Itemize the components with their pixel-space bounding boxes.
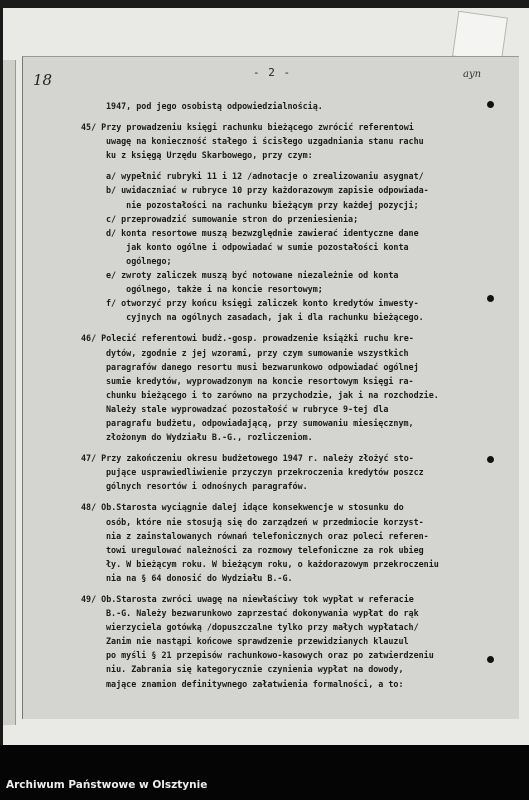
document-line: paragrafu budżetu, odpowiadającą, przy sumowaniu miesięcznym, (106, 417, 414, 428)
document-line: jak konto ogólne i odpowiadać w sumie pozostałości konta (106, 241, 409, 252)
document-line: d/ konta resortowe muszą bezwzględnie zawierać identyczne dane (106, 227, 419, 238)
document-line: 49/ Ob.Starosta zwróci uwagę na niewłaściwy tok wypłat w referacie (81, 594, 414, 604)
document-line: ogólnego; (106, 255, 172, 266)
archive-label: Archiwum Państwowe w Olsztynie (6, 779, 208, 791)
document-line: pujące usprawiedliwienie przyczyn przekroczenia kredytów poszcz (106, 467, 424, 478)
document-line: nie pozostałości na rachunku bieżącym przy każdej pozycji; (106, 199, 419, 210)
document-line: po myśli § 21 przepisów rachunkowo-kasowych oraz po zatwierdzeniu (106, 650, 434, 661)
punch-hole-icon (487, 656, 494, 663)
binding-edge (3, 60, 16, 725)
document-line: osób, które nie stosują się do zarządzeń w przedmiocie korzyst- (106, 516, 424, 527)
document-line: nia na § 64 donosić do Wydziału B.-G. (106, 572, 293, 583)
document-line: sumie kredytów, wyprowadzonym na koncie resortowym księgi ra- (106, 375, 414, 386)
document-line: 48/ Ob.Starosta wyciągnie dalej idące konsekwencje w stosunku do (81, 502, 404, 513)
document-line: Zanim nie nastąpi końcowe sprawdzenie przewidzianych klauzul (106, 636, 409, 647)
document-line: a/ wypełnić rubryki 11 i 12 /adnotacje o zrealizowaniu asygnat/ (106, 171, 424, 182)
punch-hole-icon (487, 295, 494, 302)
corner-note: ayn (463, 69, 482, 80)
document-line: b/ uwidaczniać w rubryce 10 przy każdorazowym zapisie odpowiada- (106, 185, 429, 196)
document-line: cyjnych na ogólnych zasadach, jak i dla rachunku bieżącego. (106, 312, 424, 323)
document-line: 47/ Przy zakończeniu okresu budżetowego 1947 r. należy złożyć sto- (81, 453, 414, 464)
punch-hole-icon (487, 456, 494, 463)
document-line: nia z zainstalowanych równań telefonicznych oraz poleci referen- (106, 530, 429, 541)
page-header: - 2 - (253, 66, 292, 79)
document-line: paragrafów danego resortu musi bezwarunkowo odpowiadać ogólnej (106, 361, 419, 372)
punch-hole-icon (487, 101, 494, 108)
document-line: gólnych resortów i odnośnych paragrafów. (106, 481, 308, 492)
document-line: ku z księgą Urzędu Skarbowego, przy czym: (106, 150, 313, 161)
document-line: f/ otworzyć przy końcu księgi zaliczek konto kredytów inwesty- (106, 298, 419, 309)
document-line: Należy stale wyprowadzać pozostałość w rubryce 9-tej dla (106, 403, 389, 414)
document-line: niu. Zabrania się kategorycznie czynienia wypłat na dowody, (106, 664, 404, 675)
document-body (23, 99, 519, 691)
document-line: 46/ Polecić referentowi budż.-gosp. prowadzenie książki ruchu kre- (81, 333, 414, 344)
document-line: złożonym do Wydziału B.-G., rozliczeniom. (106, 432, 313, 443)
document-line: B.-G. Należy bezwarunkowo zaprzestać dokonywania wypłat do rąk (106, 608, 419, 619)
document-line: ły. W bieżącym roku. W bieżącym roku, o każdorazowym przekroczeniu (106, 558, 439, 569)
document-line: c/ przeprowadzić sumowanie stron do przeniesienia; (106, 213, 359, 224)
document-line: uwagę na konieczność stałego i ścisłego uzgadniania stanu rachu (106, 136, 424, 147)
margin-page-number: 18 (33, 71, 53, 89)
document-line: towi uregulować należności za rozmowy telefoniczne za rok ubieg (106, 544, 424, 555)
document-line: chunku bieżącego i to zarówno na przychodzie, jak i na rozchodzie. (106, 389, 439, 400)
document-line: mające znamion definitywnego załatwienia formalności, a to: (106, 678, 404, 689)
document-page (22, 56, 519, 719)
document-line: dytów, zgodnie z jej wzorami, przy czym sumowanie wszystkich (106, 347, 409, 358)
document-line: e/ zwroty zaliczek muszą być notowane niezależnie od konta (106, 270, 399, 281)
document-line: 45/ Przy prowadzeniu księgi rachunku bieżącego zwrócić referentowi (81, 122, 414, 133)
document-line: wierzyciela gotówką /dopuszczalne tylko przy małych wypłatach/ (106, 622, 419, 633)
document-line: 1947, pod jego osobistą odpowiedzialnością. (106, 101, 323, 111)
document-line: ogólnego, także i na koncie resortowym; (106, 284, 323, 295)
